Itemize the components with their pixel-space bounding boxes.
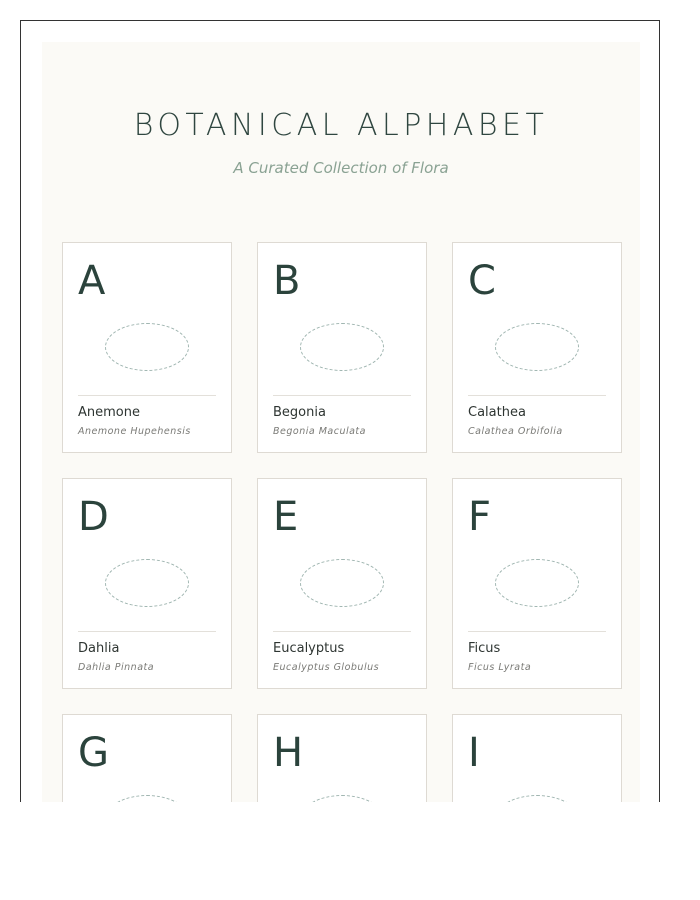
plant-name: Calathea (468, 405, 526, 420)
illustration-placeholder (105, 795, 189, 802)
illustration-placeholder (495, 795, 579, 802)
card-letter: B (273, 258, 301, 304)
plant-latin-name: Begonia Maculata (273, 426, 366, 437)
plant-card-i (452, 714, 622, 802)
plant-latin-name: Ficus Lyrata (468, 662, 532, 673)
alphabet-grid (62, 242, 622, 802)
plant-name: Eucalyptus (273, 641, 345, 656)
plant-name: Ficus (468, 641, 501, 656)
card-letter: I (468, 730, 480, 776)
card-letter: D (78, 494, 109, 540)
plant-card-d (62, 478, 232, 689)
plant-name: Dahlia (78, 641, 120, 656)
plant-latin-name: Eucalyptus Globulus (273, 662, 380, 673)
page-frame (20, 20, 660, 802)
card-divider (78, 631, 216, 632)
plant-name: Anemone (78, 405, 140, 420)
card-letter: C (468, 258, 496, 304)
card-divider (273, 395, 411, 396)
plant-card-c (452, 242, 622, 453)
illustration-placeholder (300, 559, 384, 607)
illustration-placeholder (495, 323, 579, 371)
page-subtitle: A Curated Collection of Flora (233, 159, 449, 177)
page-title: BOTANICAL ALPHABET (133, 108, 549, 143)
card-divider (468, 631, 606, 632)
card-divider (468, 395, 606, 396)
card-letter: H (273, 730, 304, 776)
plant-card-b (257, 242, 427, 453)
illustration-placeholder (495, 559, 579, 607)
card-divider (78, 395, 216, 396)
card-letter: A (78, 258, 106, 304)
card-divider (273, 631, 411, 632)
card-letter: F (468, 494, 492, 540)
plant-card-a (62, 242, 232, 453)
plant-latin-name: Calathea Orbifolia (468, 426, 563, 437)
plant-name: Begonia (273, 405, 326, 420)
illustration-placeholder (300, 795, 384, 802)
plant-latin-name: Anemone Hupehensis (78, 426, 191, 437)
poster (42, 42, 640, 802)
header (42, 106, 640, 178)
plant-latin-name: Dahlia Pinnata (78, 662, 155, 673)
plant-card-f (452, 478, 622, 689)
illustration-placeholder (105, 323, 189, 371)
plant-card-e (257, 478, 427, 689)
card-letter: E (273, 494, 299, 540)
illustration-placeholder (300, 323, 384, 371)
plant-card-h (257, 714, 427, 802)
illustration-placeholder (105, 559, 189, 607)
card-letter: G (78, 730, 109, 776)
plant-card-g (62, 714, 232, 802)
